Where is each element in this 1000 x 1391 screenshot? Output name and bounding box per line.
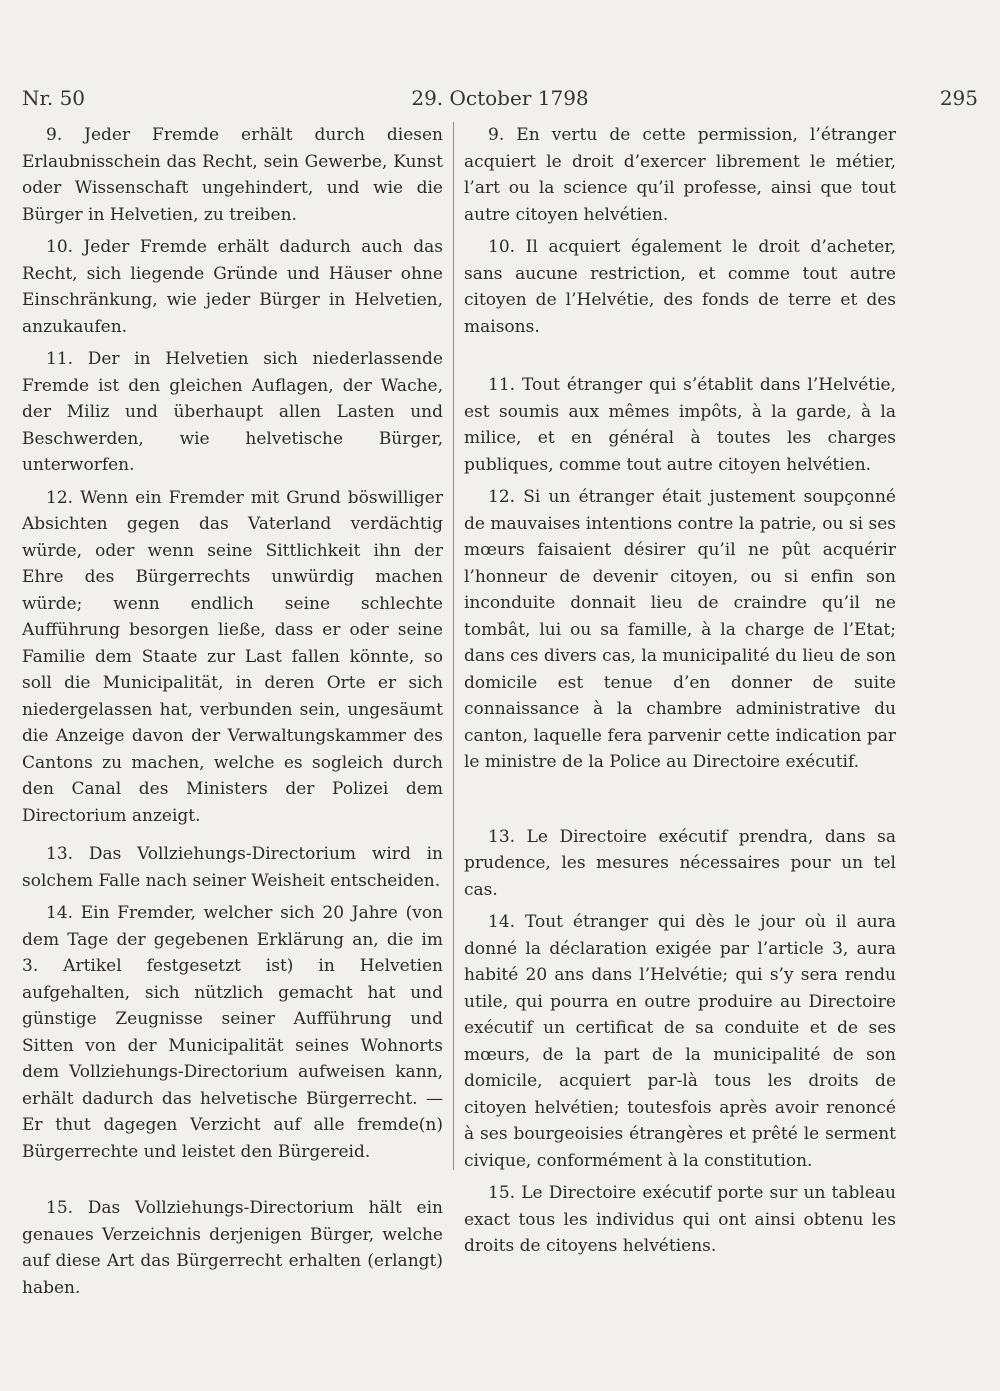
german-article-15: 15. Das Vollziehungs-Directorium hält ein genaues Verzeichnis derjenigen Bürger, welche auf diese Art das Bürgerrecht erhalten (erlangt) haben. bbox=[22, 1198, 443, 1298]
page-header bbox=[22, 86, 978, 112]
french-article-14: 14. Tout étranger qui dès le jour où il aura donné la déclaration exigée par l’article 3, aura habité 20 ans dans l’Helvétie; qui s’y sera rendu utile, qui pourra en outre produire au Directoire exécutif un certificat de sa conduite et de ses mœurs, de la part de la municipalité de son domicile, acquiert par-là tous les droits de citoyen helvétien; toutesfois après avoir renoncé à ses bourgeoisies étrangères et prêté le serment civique, conformément à la constitution. bbox=[464, 912, 896, 1171]
french-article-15: 15. Le Directoire exécutif porte sur un tableau exact tous les individus qui ont ainsi obtenu les droits de citoyens helvétiens. bbox=[464, 1183, 896, 1256]
page-number: 295 bbox=[939, 86, 978, 110]
document-date: 29. October 1798 bbox=[411, 86, 589, 110]
german-article-9: 9. Jeder Fremde erhält durch diesen Erlaubnisschein das Recht, sein Gewerbe, Kunst oder Wissenschaft ungehindert, und wie die Bürger in Helvetien, zu treiben. bbox=[22, 125, 443, 225]
column-divider bbox=[453, 122, 454, 1170]
german-article-12: 12. Wenn ein Fremder mit Grund böswilliger Absichten gegen das Vaterland verdächtig würde, oder wenn seine Sittlichkeit ihn der Ehre des Bürgerrechts unwürdig machen würde; wenn endlich seine schlechte Aufführung besorgen ließe, dass er oder seine Familie dem Staate zur Last fallen könnte, so soll die Municipalität, in deren Orte er sich niedergelassen hat, verbunden sein, ungesäumt die Anzeige davon der Verwaltungskammer des Cantons zu machen, welche es sogleich durch den Canal des Ministers der Polizei dem Directorium anzeigt. bbox=[22, 487, 443, 826]
french-article-13: 13. Le Directoire exécutif prendra, dans sa prudence, les mesures nécessaires pour un tel cas. bbox=[464, 826, 896, 900]
french-article-9: 9. En vertu de cette permission, l’étranger acquiert le droit d’exercer librement le métier, l’art ou la science qu’il professe, ainsi que tout autre citoyen helvétien. bbox=[464, 125, 896, 225]
german-article-11: 11. Der in Helvetien sich niederlassende Fremde ist den gleichen Auflagen, der Wache, der Miliz und überhaupt allen Lasten und Beschwerden, wie helvetische Bürger, unterworfen. bbox=[22, 349, 443, 475]
french-article-11: 11. Tout étranger qui s’établit dans l’Helvétie, est soumis aux mêmes impôts, à la garde, à la milice, et en général à toutes les charges publiques, comme tout autre citoyen helvétien. bbox=[464, 375, 896, 475]
german-column bbox=[22, 122, 443, 1301]
german-article-14: 14. Ein Fremder, welcher sich 20 Jahre (von dem Tage der gegebenen Erklärung an, die im 3. Artikel festgesetzt ist) in Helvetien aufgehalten, sich nützlich gemacht hat und günstige Zeugnisse seiner Aufführung und Sitten von der Municipalität seines Wohnorts dem Vollziehungs-Directorium aufweisen kann, erhält dadurch das helvetische Bürgerrecht. — Er thut dagegen Verzicht auf alle fremde(n) Bürgerrechte und leistet den Bürgereid. bbox=[22, 903, 443, 1162]
french-article-10: 10. Il acquiert également le droit d’acheter, sans aucune restriction, et comme tout autre citoyen de l’Helvétie, des fonds de terre et des maisons. bbox=[464, 237, 896, 337]
french-column bbox=[464, 122, 896, 1260]
german-article-10: 10. Jeder Fremde erhält dadurch auch das Recht, sich liegende Gründe und Häuser ohne Einschränkung, wie jeder Bürger in Helvetien, anzukaufen. bbox=[22, 237, 443, 337]
german-article-13: 13. Das Vollziehungs-Directorium wird in solchem Falle nach seiner Weisheit entscheiden. bbox=[22, 844, 443, 891]
document-number: Nr. 50 bbox=[22, 86, 86, 110]
french-article-12: 12. Si un étranger était justement soupçonné de mauvaises intentions contre la patrie, ou si ses mœurs faisaient désirer qu’il ne pût acquérir l’honneur de devenir citoyen, ou si enfin son inconduite donnait lieu de craindre qu’il ne tombât, lui ou sa famille, à la charge de l’Etat; dans ces divers cas, la municipalité du lieu de son domicile est tenue d’en donner de suite connaissance à la chambre administrative du canton, laquelle fera parvenir cette indication par le ministre de la Police au Directoire exécutif. bbox=[464, 487, 896, 772]
